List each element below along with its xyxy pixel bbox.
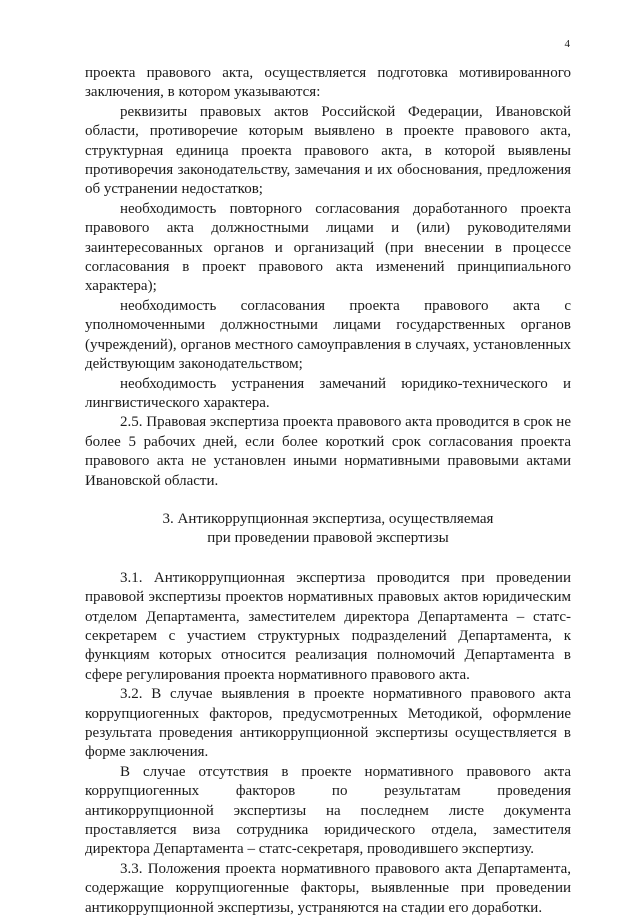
paragraph-no-factors: В случае отсутствия в проекте нормативного правового акта коррупциогенных факторов по результатам проведения антикоррупционной экспертизы на последнем листе документа проставляется виза сотрудника юридического отдела, заместителя директора Департамента – статс-секретаря, проводившего экспертизу. (85, 763, 571, 858)
section-heading-line-2: при проведении правовой экспертизы (207, 530, 449, 547)
document-body (85, 64, 571, 918)
section-heading (85, 510, 571, 549)
paragraph-corrections: необходимость устранения замечаний юридико-технического и лингвистического характера. (85, 375, 571, 411)
paragraph-reapproval: необходимость повторного согласования доработанного проекта правового акта должностными лицами и (или) руководителями заинтересованных органов и организаций (при внесении в процессе согласования в проект правового акта изменений принципиального характера); (85, 200, 571, 295)
page-number: 4 (564, 38, 570, 50)
paragraph-approval: необходимость согласования проекта правового акта с уполномоченными должностными лицами государственных органов (учреждений), органов местного самоуправления в случаях, установленных действующим законодательством; (85, 297, 571, 373)
paragraph-3-3: 3.3. Положения проекта нормативного правового акта Департамента, содержащие коррупциогенные факторы, выявленные при проведении антикоррупционной экспертизы, устраняются на стадии его доработки. (85, 860, 571, 916)
paragraph-3-1: 3.1. Антикоррупционная экспертиза проводится при проведении правовой экспертизы проектов нормативных правовых актов юридическим отделом Департамента, заместителем директора Департамента – статс-секретарем с участием структурных подразделений Департамента, к функциям которых относится реализация полномочий Департамента в сфере регулирования проекта нормативного правового акта. (85, 569, 571, 683)
section-heading-line-1: 3. Антикоррупционная экспертиза, осуществляемая (162, 510, 494, 527)
paragraph-3-2: 3.2. В случае выявления в проекте нормативного правового акта коррупциогенных факторов, предусмотренных Методикой, оформление результата проведения антикоррупционной экспертизы осуществляется в форме заключения. (85, 686, 571, 761)
paragraph-continuation: проекта правового акта, осуществляется подготовка мотивированного заключения, в котором указываются: (85, 65, 571, 101)
paragraph-2-5: 2.5. Правовая экспертиза проекта правового акта проводится в срок не более 5 рабочих дней, если более короткий срок согласования проекта правового акта не установлен иными нормативными правовыми актами Ивановской области. (85, 414, 571, 489)
paragraph-requisites: реквизиты правовых актов Российской Федерации, Ивановской области, противоречие которым выявлено в проекте правового акта, структурная единица проекта правового акта, в которой выявлены противоречия законодательству, замечания и их обоснования, предложения об устранении недостатков; (85, 103, 571, 198)
